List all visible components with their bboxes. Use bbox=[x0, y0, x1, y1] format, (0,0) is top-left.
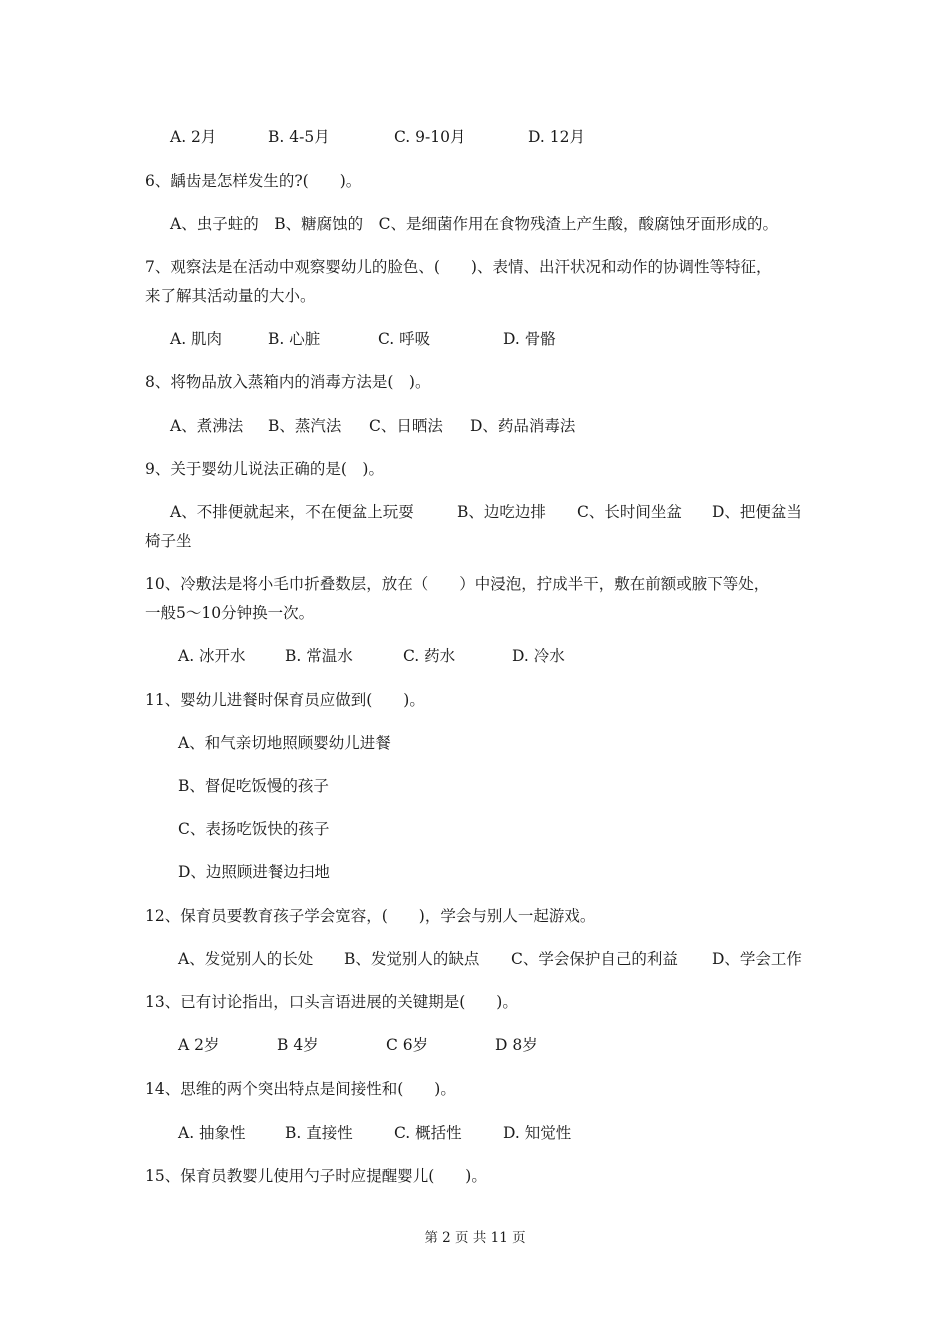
q5-option-c: C. 9-10月 bbox=[394, 128, 466, 146]
q8-option-d: D、药品消毒法 bbox=[470, 417, 576, 435]
q11-option-d: D、边照顾进餐边扫地 bbox=[178, 863, 330, 881]
page-footer: 第 2 页 共 11 页 bbox=[424, 1230, 526, 1246]
q10-option-d: D. 冷水 bbox=[512, 647, 565, 665]
q13-option-c: C 6岁 bbox=[386, 1036, 429, 1054]
q14-option-d: D. 知觉性 bbox=[503, 1124, 572, 1142]
q12-option-a: A、发觉别人的长处 bbox=[178, 950, 314, 968]
q10-option-c: C. 药水 bbox=[403, 647, 456, 665]
q7-option-a: A. 肌肉 bbox=[170, 330, 223, 348]
q7-option-d: D. 骨骼 bbox=[503, 330, 556, 348]
q8-option-c: C、日晒法 bbox=[369, 417, 443, 435]
q13-option-d: D 8岁 bbox=[495, 1036, 538, 1054]
q13-option-a: A 2岁 bbox=[178, 1036, 220, 1054]
q11-stem: 11、婴幼儿进餐时保育员应做到( )。 bbox=[145, 691, 425, 709]
q13-option-b: B 4岁 bbox=[277, 1036, 319, 1054]
q7-option-b: B. 心脏 bbox=[268, 330, 321, 348]
q8-option-a: A、煮沸法 bbox=[170, 417, 244, 435]
q9-stem: 9、关于婴幼儿说法正确的是( )。 bbox=[145, 460, 384, 478]
q9-option-d: D、把便盆当 bbox=[712, 503, 802, 521]
q12-option-d: D、学会工作 bbox=[712, 950, 802, 968]
q7-option-c: C. 呼吸 bbox=[378, 330, 431, 348]
q10-stem-line1: 10、冷敷法是将小毛巾折叠数层，放在（ ）中浸泡，拧成半干，敷在前额或腋下等处， bbox=[145, 575, 770, 593]
q9-option-c: C、长时间坐盆 bbox=[577, 503, 682, 521]
q5-option-b: B. 4-5月 bbox=[268, 128, 330, 146]
q15-stem: 15、保育员教婴儿使用勺子时应提醒婴儿( )。 bbox=[145, 1167, 487, 1185]
q13-stem: 13、已有讨论指出，口头言语进展的关键期是( )。 bbox=[145, 993, 518, 1011]
q12-option-b: B、发觉别人的缺点 bbox=[344, 950, 480, 968]
q11-option-b: B、督促吃饭慢的孩子 bbox=[178, 777, 329, 795]
q5-option-d: D. 12月 bbox=[528, 128, 585, 146]
q14-option-c: C. 概括性 bbox=[394, 1124, 462, 1142]
q8-stem: 8、将物品放入蒸箱内的消毒方法是( )。 bbox=[145, 373, 431, 391]
q7-stem-line2: 来了解其活动量的大小。 bbox=[145, 287, 316, 305]
q14-option-a: A. 抽象性 bbox=[178, 1124, 246, 1142]
q5-option-a: A. 2月 bbox=[170, 128, 217, 146]
q10-option-b: B. 常温水 bbox=[285, 647, 353, 665]
q8-option-b: B、蒸汽法 bbox=[268, 417, 342, 435]
q11-option-a: A、和气亲切地照顾婴幼儿进餐 bbox=[178, 734, 391, 752]
q14-option-b: B. 直接性 bbox=[285, 1124, 353, 1142]
q6-stem: 6、龋齿是怎样发生的?( )。 bbox=[145, 172, 362, 190]
q9-option-d-continued: 椅子坐 bbox=[145, 532, 192, 550]
q10-stem-line2: 一般5～10分钟换一次。 bbox=[145, 604, 315, 622]
q6-options: A、虫子蛀的 B、糖腐蚀的 C、是细菌作用在食物残渣上产生酸，酸腐蚀牙面形成的。 bbox=[170, 215, 778, 233]
q9-option-a: A、不排便就起来，不在便盆上玩耍 bbox=[170, 503, 414, 521]
q14-stem: 14、思维的两个突出特点是间接性和( )。 bbox=[145, 1080, 456, 1098]
q12-stem: 12、保育员要教育孩子学会宽容，( )，学会与别人一起游戏。 bbox=[145, 907, 596, 925]
q11-option-c: C、表扬吃饭快的孩子 bbox=[178, 820, 330, 838]
q9-option-b: B、边吃边排 bbox=[457, 503, 546, 521]
q10-option-a: A. 冰开水 bbox=[178, 647, 246, 665]
q7-stem-line1: 7、观察法是在活动中观察婴幼儿的脸色、( )、表情、出汗状况和动作的协调性等特征， bbox=[145, 258, 772, 276]
q12-option-c: C、学会保护自己的利益 bbox=[511, 950, 678, 968]
